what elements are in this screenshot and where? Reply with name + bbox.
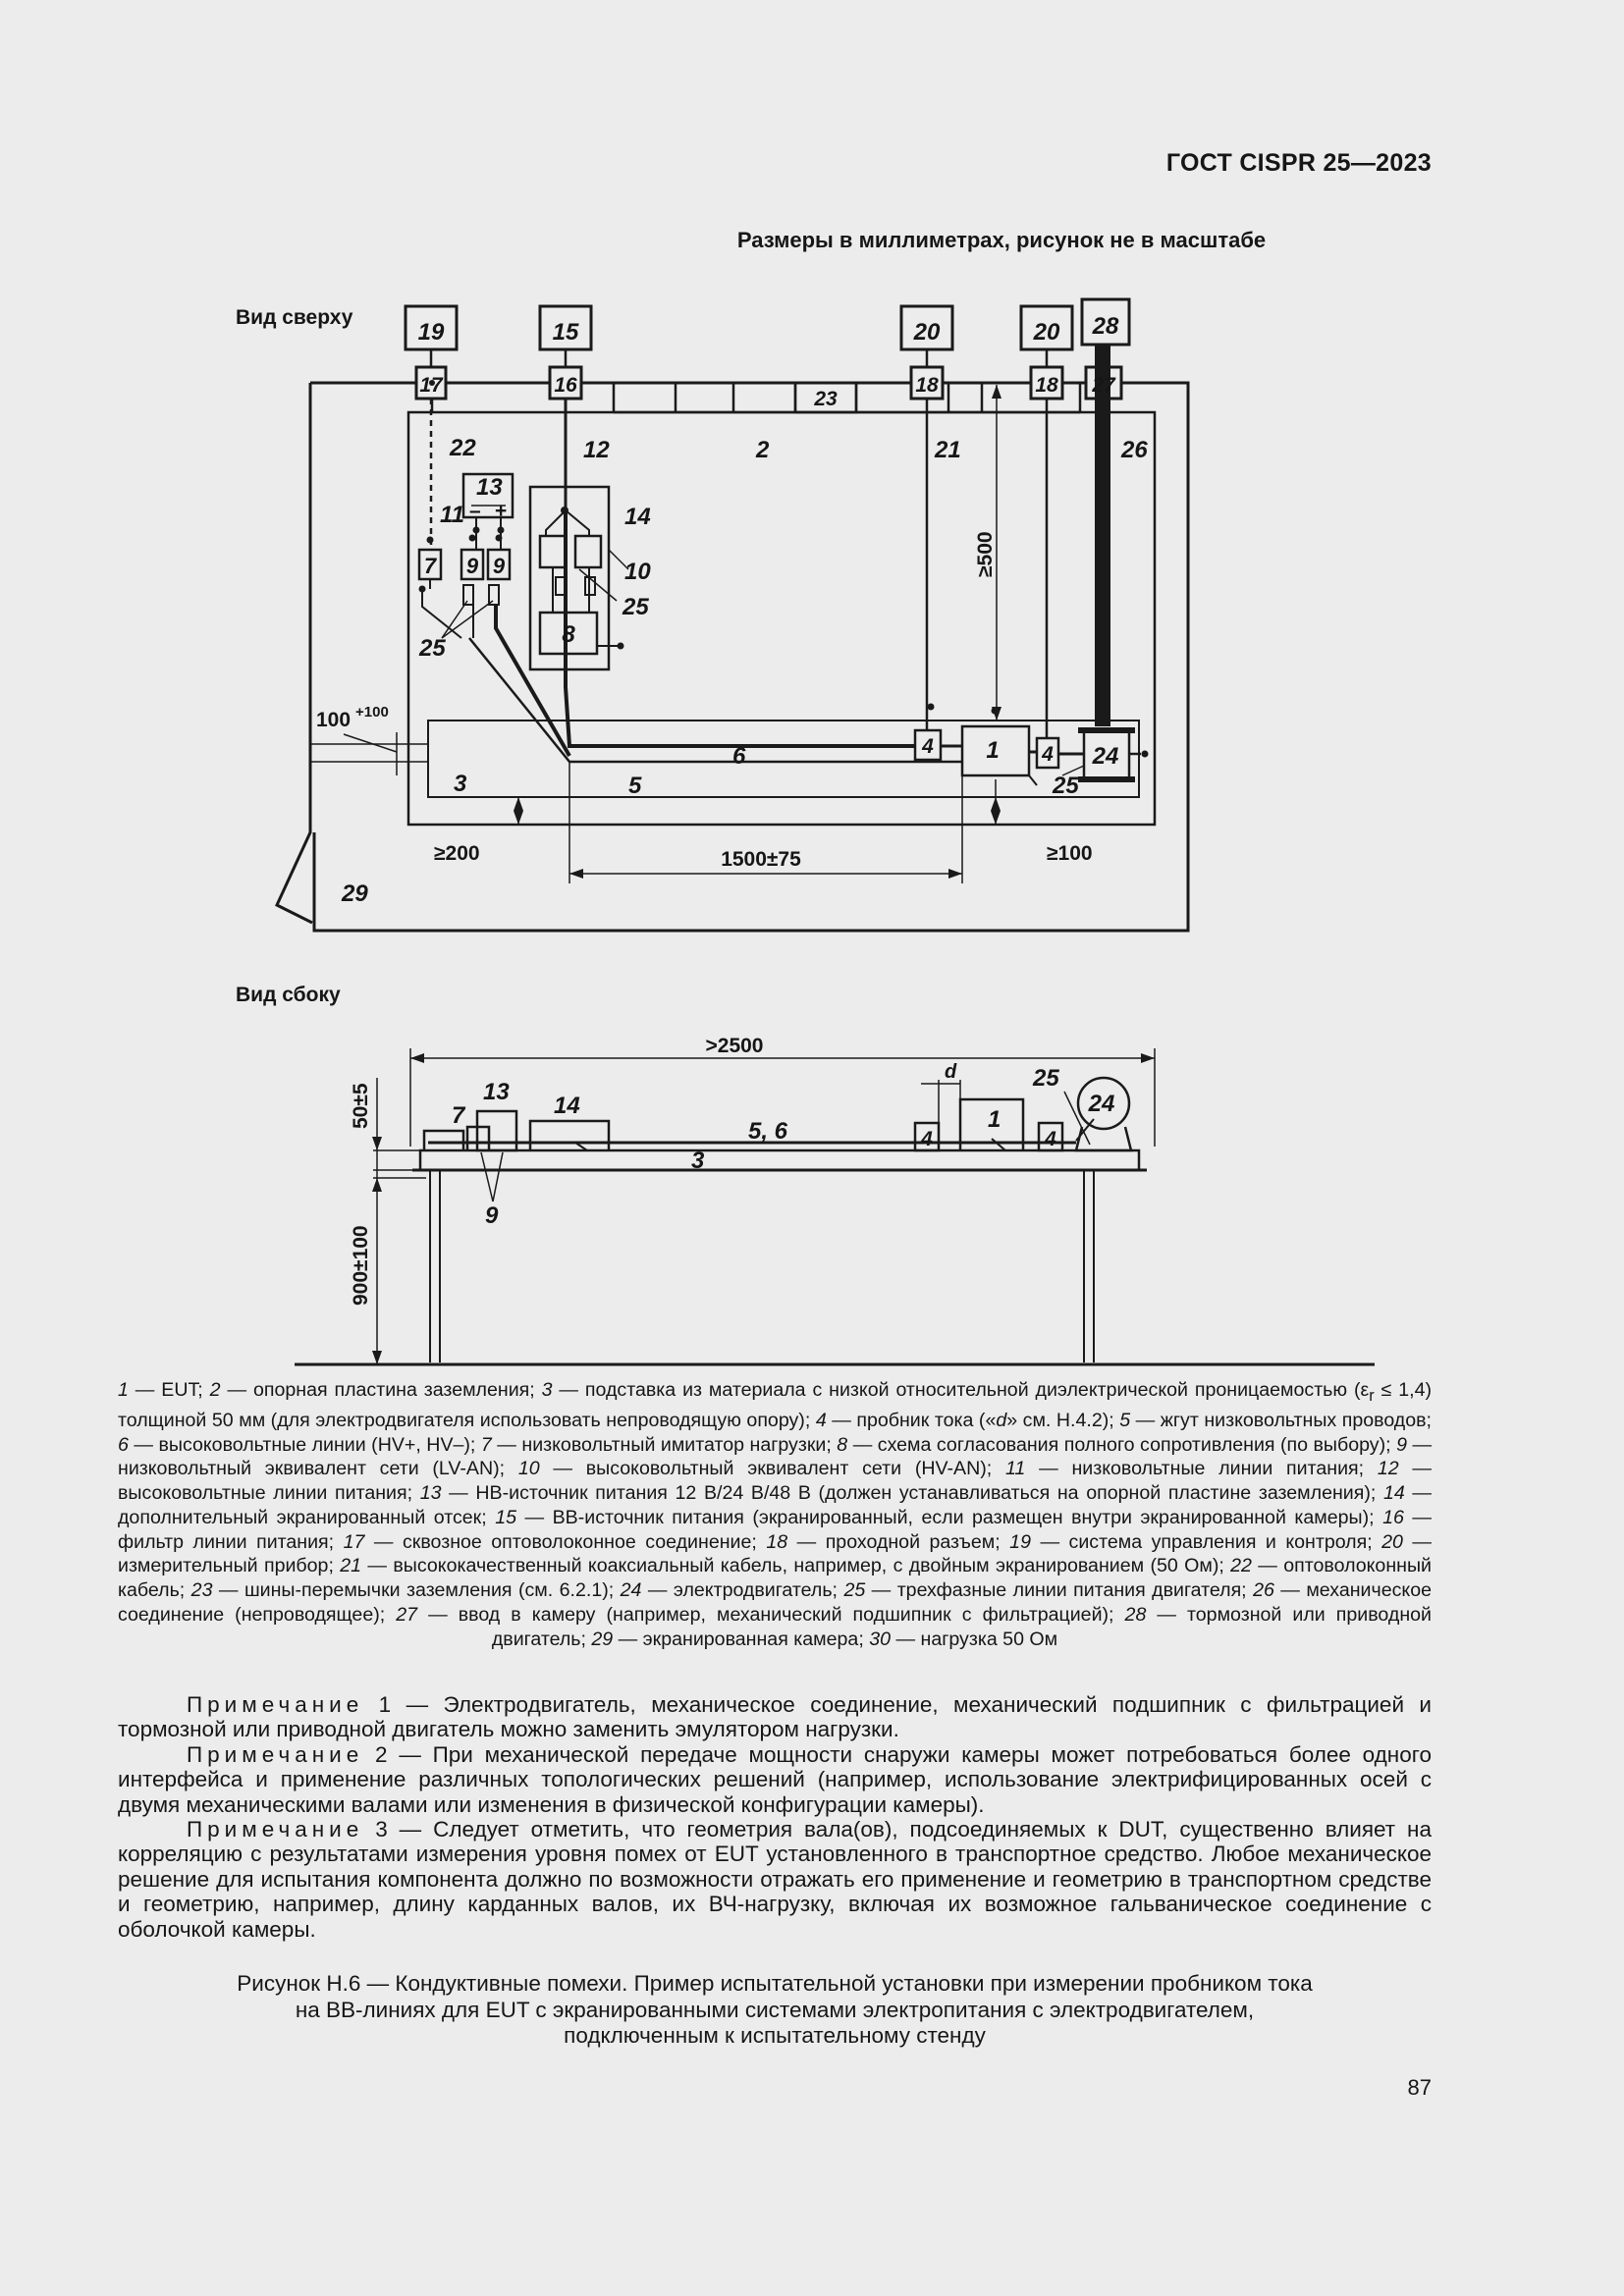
figure-legend: 1 — EUT; 2 — опорная пластина заземления; 3 — подставка из материала с низкой относительной диэлектрической проницаемостью $(\varepsilon_r \le 1,4)$ толщиной 50 мм (для электродвигателя использовать непроводящую опору); 4 — пробник тока («d» см. H.4.2); 5 — жгут низковольтных проводов; 6 — высоковольтные линии (HV+, HV–); 7 — низковольтный имитатор нагрузки; 8 — схема согласования полного сопротивления (по выбору); 9 — низковольтный эквивалент сети (LV-AN); 10 — высоковольтный эквивалент сети (HV-AN); 11 — низковольтные линии питания; 12 — высоковольтные линии питания; 13 — НВ-источник питания 12 В/24 В/48 В (должен устанавливаться на опорной пластине заземления); 14 — дополнительный экранированный отсек; 15 — ВВ-источник питания (экранированный, если размещен внутри экранированной камеры); 16 — фильтр линии питания; 17 — сквозное оптоволоконное соединение; 18 — проходной разъем; 19 — система управления и контроля; 20 — измерительный прибор; 21 — высококачественный коаксиальный кабель, например, с двойным экранированием (50 Ом); 22 — оптоволоконный кабель; 23 — шины-перемычки заземления (см. 6.2.1); 24 — электродвигатель; 25 — трехфазные линии питания двигателя; 26 — механическое соединение (непроводящее); 27 — ввод в камеру (например, механический подшипник с фильтрацией); 28 — тормозной или приводной двигатель; 29 — экранированная камера; 30 — нагрузка 50 Ом [118, 1379, 1433, 1650]
label-24: 24 [1092, 743, 1119, 770]
label-13: 13 [476, 474, 503, 501]
plus-sign: + [495, 500, 508, 522]
notes-block [118, 1692, 1432, 1942]
label-22: 22 [450, 435, 476, 461]
side-label-4a: 4 [921, 1128, 933, 1150]
caption-line-2: на ВВ-линиях для EUT с экранированными системами электропитания с электродвигателем, [295, 1997, 1255, 2022]
dim-900: 900±100 [350, 1225, 372, 1306]
side-label-25: 25 [1033, 1065, 1059, 1092]
side-label-7: 7 [452, 1102, 465, 1129]
label-2: 2 [756, 437, 770, 463]
label-28: 28 [1092, 313, 1119, 340]
dim-500: ≥500 [974, 531, 997, 577]
label-26: 26 [1121, 437, 1148, 463]
side-label-13: 13 [483, 1079, 510, 1105]
dim-200: ≥200 [434, 842, 480, 865]
side-label-9: 9 [485, 1202, 499, 1229]
side-label-56: 5, 6 [748, 1118, 788, 1145]
label-25-lv: 25 [419, 635, 446, 662]
label-14: 14 [624, 504, 651, 530]
side-label-4b: 4 [1045, 1128, 1056, 1150]
label-18a: 18 [915, 374, 939, 397]
minus-sign: – [469, 500, 481, 522]
label-9a: 9 [465, 554, 479, 578]
label-19: 19 [417, 319, 445, 346]
side-label-d: d [945, 1061, 957, 1083]
note-3: Примечание 3 — Следует отметить, что геометрия вала(ов), подсоединяемых к DUT, существенно влияет на корреляцию с результатами измерения уровня помех от EUT установленного в транспортное средство. Любое механическое решение для испытания компонента должно по возможности отражать его применение и геометрию в транспортном средстве и геометрию, например, длину карданных валов, их ВЧ-нагрузку, включая их возможное гальваническое соединение с оболочкой камеры. [118, 1817, 1432, 1942]
label-3: 3 [454, 771, 467, 797]
label-5: 5 [628, 773, 642, 799]
side-label-3: 3 [691, 1148, 705, 1174]
label-1: 1 [986, 737, 1000, 764]
chamber-door [277, 383, 312, 923]
label-15: 15 [552, 319, 579, 346]
hv-an-right [575, 536, 601, 567]
label-25-hv: 25 [623, 594, 649, 620]
side-lv-supply [477, 1111, 516, 1150]
side-label-14: 14 [554, 1093, 580, 1119]
label-27: 27 [1092, 374, 1115, 397]
label-6: 6 [732, 743, 746, 770]
label-9b: 9 [492, 554, 506, 578]
label-25-motor: 25 [1053, 773, 1079, 799]
stand [428, 721, 1139, 797]
dim-100-sup: +100 [355, 704, 389, 721]
hv-an-left [540, 536, 566, 567]
dim-100: ≥100 [1047, 842, 1093, 865]
label-11: 11 [440, 502, 464, 528]
document-header: ГОСТ CISPR 25—2023 [1165, 149, 1432, 177]
label-21: 21 [935, 437, 961, 463]
caption-line-1: Рисунок H.6 — Кондуктивные помехи. Пример испытательной установки при измерении пробником тока [237, 1971, 1313, 1996]
side-stand [420, 1150, 1139, 1170]
note-2: Примечание 2 — При механической передаче мощности снаружи камеры может потребоваться более одного интерфейса и применение различных топологических решений (например, использование электрифицированных осей с двумя механическими валами или изменения в физической конфигурации камеры). [118, 1741, 1432, 1817]
label-29: 29 [342, 881, 368, 907]
label-20b: 20 [1033, 319, 1060, 346]
figure-caption [118, 1971, 1432, 2050]
dim-1500: 1500±75 [721, 848, 801, 871]
view-side-label: Вид сбоку [236, 984, 341, 1006]
label-12: 12 [583, 437, 610, 463]
label-7: 7 [423, 554, 437, 578]
label-18b: 18 [1035, 374, 1058, 397]
label-20a: 20 [913, 319, 941, 346]
note-1: Примечание 1 — Электродвигатель, механическое соединение, механический подшипник с фильтрацией и тормозной или приводной двигатель можно заменить эмулятором нагрузки. [118, 1692, 1432, 1742]
dim-50: 50±5 [350, 1083, 372, 1129]
view-top-label: Вид сверху [236, 306, 353, 329]
label-16: 16 [554, 374, 577, 397]
label-17: 17 [419, 374, 443, 397]
label-10: 10 [624, 559, 651, 585]
side-label-24: 24 [1088, 1091, 1115, 1117]
page-number: 87 [1407, 2075, 1432, 2100]
label-4a: 4 [922, 735, 934, 758]
label-8: 8 [562, 621, 575, 648]
scale-note: Размеры в миллиметрах, рисунок не в масштабе [736, 228, 1267, 252]
label-4b: 4 [1042, 743, 1054, 766]
label-23: 23 [814, 388, 838, 410]
dim-100-pp: 100 [316, 709, 352, 731]
dim-2500: >2500 [705, 1035, 764, 1057]
side-label-1: 1 [988, 1106, 1001, 1133]
caption-line-3: подключенным к испытательному стенду [564, 2023, 986, 2048]
